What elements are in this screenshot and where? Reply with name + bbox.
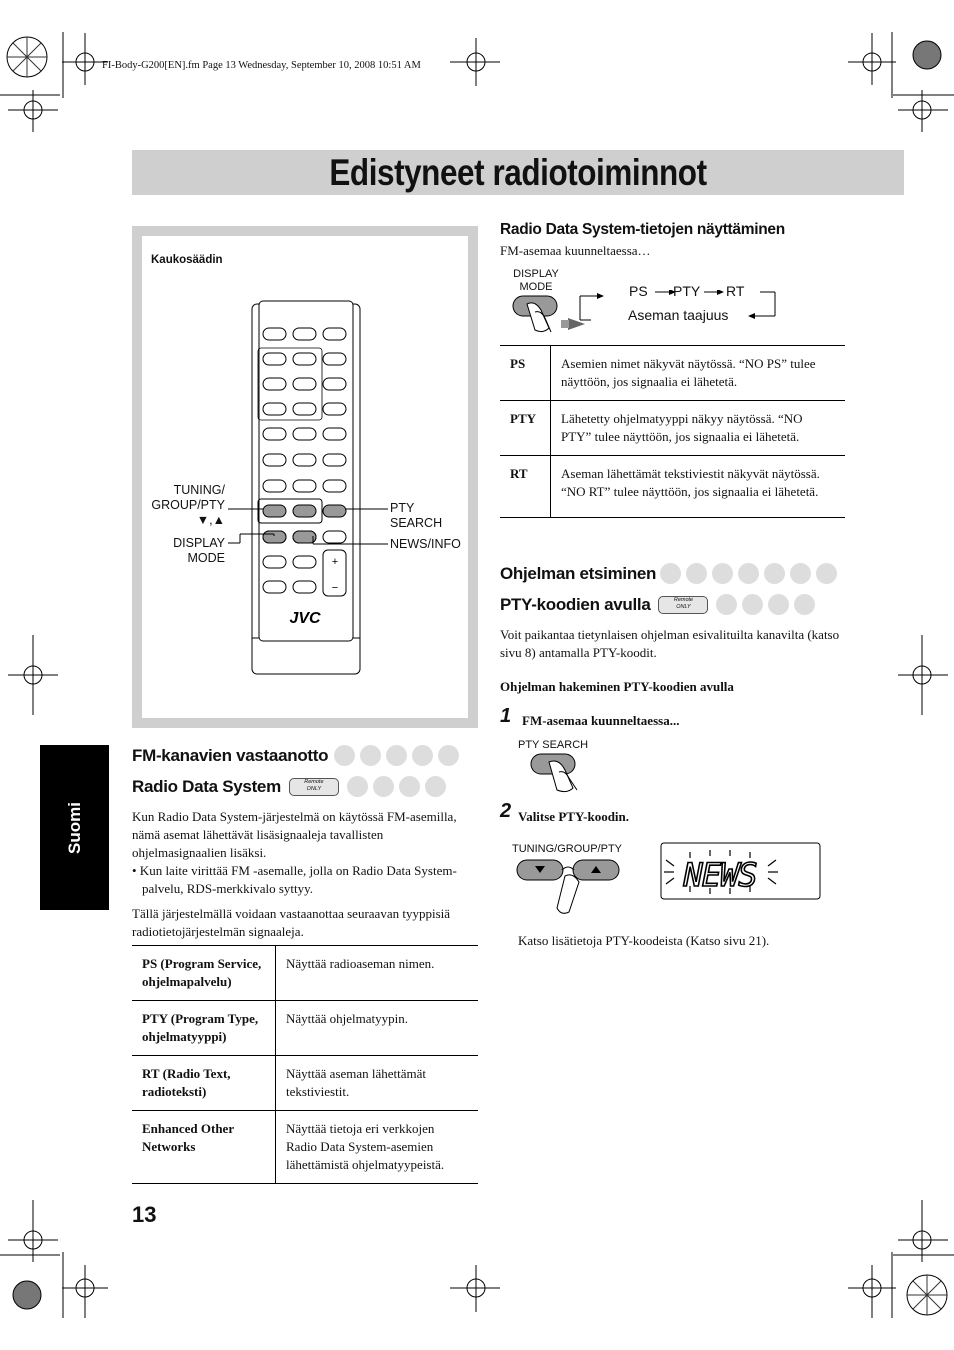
- table-term: RT (Radio Text, radioteksti): [132, 1056, 276, 1111]
- tuning-button-label: TUNING/GROUP/PTY: [512, 843, 623, 855]
- remote-illustration-box: [132, 226, 478, 728]
- pty-search-heading-line1: Ohjelman etsiminen: [500, 563, 657, 583]
- news-display-text: NEWS: [683, 856, 757, 894]
- table-term: PTY (Program Type, ohjelmatyyppi): [132, 1001, 276, 1056]
- pty-search-paragraph: Voit paikantaa tietynlaisen ohjelman esivalituilta kanavilta (katso sivu 8) antamalla PTY-koodit.: [500, 627, 840, 660]
- pty-search-button-press-icon: [525, 752, 595, 794]
- title-bar: [132, 150, 904, 195]
- heading-dot-decoration: [347, 776, 446, 797]
- step-2-text: Valitse PTY-koodin.: [518, 809, 630, 824]
- display-mode-button-label: DISPLAY MODE: [513, 268, 559, 293]
- left-intro-text: [132, 808, 478, 941]
- table-desc: Näyttää ohjelmatyypin.: [286, 1011, 409, 1026]
- table-term: Enhanced Other Networks: [132, 1111, 276, 1184]
- remote-caption: Kaukosäädin: [151, 254, 223, 266]
- heading-dot-decoration: [716, 594, 815, 615]
- rds-display-subtext: FM-asemaa kuunneltaessa…: [500, 243, 651, 258]
- svg-text:−: −: [331, 582, 339, 594]
- table-row: [500, 401, 845, 456]
- step-1-text: FM-asemaa kuunneltaessa...: [522, 713, 680, 728]
- fm-rds-heading-line2: Radio Data System: [132, 776, 281, 796]
- table-desc: Aseman lähettämät tekstiviestit näkyvät näytössä. “NO RT” tulee näyttöön, jos signaalia ei lähetetä.: [561, 466, 820, 499]
- left-paragraph-1: Kun Radio Data System-järjestelmä on käytössä FM-asemilla, nämä asemat lähettävät lisäsignaaleja tavallisten ohjelmasignaalien lisäksi.: [132, 809, 457, 860]
- table-row: [132, 946, 478, 1001]
- language-tab-label: Suomi: [64, 801, 84, 854]
- pty-search-callout-label: PTY SEARCH: [390, 501, 443, 530]
- page-number: 13: [132, 1202, 157, 1227]
- step-1-number: 1: [500, 705, 512, 727]
- heading-dot-decoration: [334, 745, 459, 766]
- page-title: Edistyneet radiotoiminnot: [329, 152, 707, 193]
- table-row: [500, 346, 845, 401]
- table-row: [500, 456, 845, 518]
- tuning-buttons-press-icon: [515, 856, 635, 920]
- pty-search-subheading: Ohjelman hakeminen PTY-koodien avulla: [500, 679, 734, 694]
- jvc-logo-text: JVC: [289, 610, 321, 627]
- table-desc: Näyttää tietoja eri verkkojen Radio Data System-asemien lähettämistä ohjelmatyypeistä.: [286, 1121, 445, 1172]
- left-paragraph-2: Tällä järjestelmällä voidaan vastaanottaa seuraavan tyyppisiä radiotietojärjestelmän signaaleja.: [132, 906, 451, 939]
- table-desc: Näyttää radioaseman nimen.: [286, 956, 435, 971]
- pty-codes-note: Katso lisätietoja PTY-koodeista (Katso sivu 21).: [518, 933, 770, 948]
- table-row: [132, 1056, 478, 1111]
- remote-only-badge: Remote ONLY: [658, 596, 708, 614]
- remote-callout-lines: [142, 236, 468, 718]
- tuning-callout-label: TUNING/ GROUP/PTY ▼,▲: [151, 483, 225, 527]
- table-row: [132, 1111, 478, 1184]
- rds-signal-table: [132, 945, 478, 1184]
- left-bullet-1: • Kun laite virittää FM -asemalle, jolla on Radio Data System-palvelu, RDS-merkkivalo syttyy.: [132, 863, 457, 896]
- pty-search-heading-line2: PTY-koodien avulla: [500, 594, 651, 614]
- table-term: RT: [500, 456, 551, 518]
- display-mode-callout-label: DISPLAY MODE: [173, 536, 225, 565]
- svg-text:+: +: [331, 556, 339, 568]
- table-row: [132, 1001, 478, 1056]
- cycle-frequency: Aseman taajuus: [628, 307, 729, 323]
- language-tab: [40, 745, 109, 910]
- table-desc: Lähetetty ohjelmatyyppi näkyy näytössä. “NO PTY” tulee näyttöön, jos signaalia ei lähetetä.: [561, 411, 803, 444]
- fm-rds-heading-line1: FM-kanavien vastaanotto: [132, 745, 329, 765]
- remote-only-badge: Remote ONLY: [289, 778, 339, 796]
- news-display-panel: [660, 842, 822, 900]
- cycle-ps: PS: [629, 283, 648, 299]
- table-term: PS (Program Service, ohjelmapalvelu): [132, 946, 276, 1001]
- fm-rds-heading: [132, 745, 478, 797]
- step-2-number: 2: [500, 800, 512, 822]
- heading-dot-decoration: [660, 563, 837, 584]
- file-header-line: FI-Body-G200[EN].fm Page 13 Wednesday, September 10, 2008 10:51 AM: [102, 60, 421, 71]
- cycle-pty: PTY: [673, 283, 701, 299]
- table-desc: Näyttää aseman lähettämät tekstiviestit.: [286, 1066, 427, 1099]
- news-info-callout-label: NEWS/INFO: [390, 537, 461, 551]
- table-desc: Asemien nimet näkyvät näytössä. “NO PS” tulee näyttöön, jos signaalia ei lähetetä.: [561, 356, 816, 389]
- pty-search-button-label: PTY SEARCH: [518, 739, 589, 751]
- table-term: PTY: [500, 401, 551, 456]
- rds-display-heading: Radio Data System-tietojen näyttäminen: [500, 221, 785, 238]
- rds-display-table: [500, 345, 845, 518]
- cycle-rt: RT: [726, 283, 745, 299]
- table-term: PS: [500, 346, 551, 401]
- pty-search-heading: [500, 563, 845, 615]
